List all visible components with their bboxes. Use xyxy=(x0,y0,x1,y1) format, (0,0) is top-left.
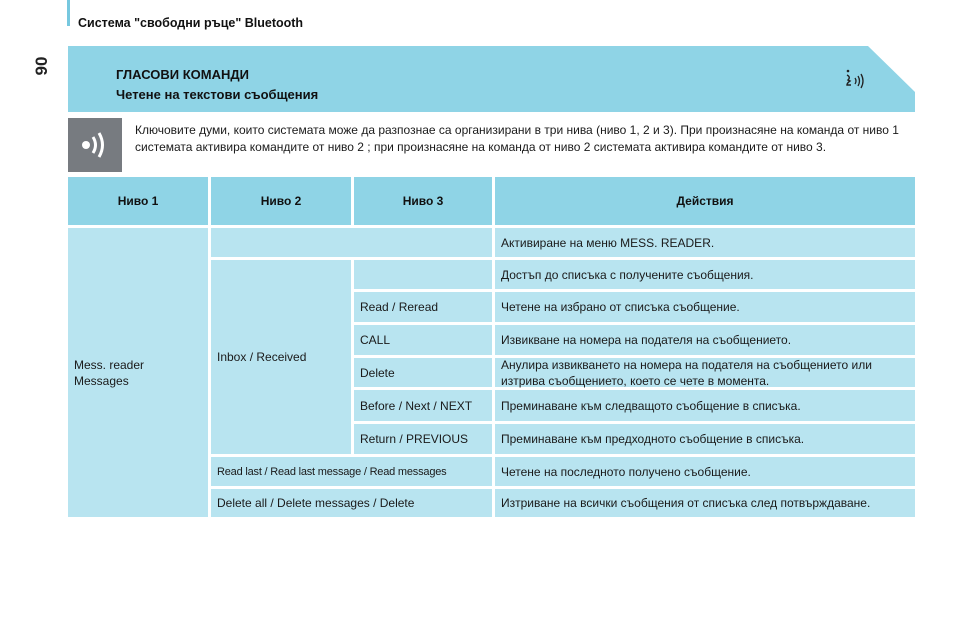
level3-cell: Read / Reread xyxy=(354,292,492,322)
level3-cell: CALL xyxy=(354,325,492,355)
level2-read-last-cell: Read last / Read last message / Read messages xyxy=(211,457,492,486)
running-head: Система "свободни ръце" Bluetooth xyxy=(78,16,304,30)
level3-empty-cell xyxy=(354,260,492,289)
action-cell: Преминаване към следващото съобщение в списъка. xyxy=(495,390,915,421)
action-cell: Активиране на меню MESS. READER. xyxy=(495,228,915,257)
action-cell: Извикване на номера на подателя на съобщението. xyxy=(495,325,915,355)
level1-cell: Mess. reader Messages xyxy=(68,228,208,517)
action-cell: Изтриване на всички съобщения от списъка след потвърждаване. xyxy=(495,489,915,517)
header-level-1: Ниво 1 xyxy=(68,177,208,225)
section-title: ГЛАСОВИ КОМАНДИ xyxy=(116,67,250,82)
level2-empty-cell xyxy=(211,228,492,257)
action-cell: Преминаване към предходното съобщение в списъка. xyxy=(495,424,915,454)
level3-cell: Delete xyxy=(354,358,492,387)
section-subtitle: Четене на текстови съобщения xyxy=(116,87,319,102)
level3-cell: Before / Next / NEXT xyxy=(354,390,492,421)
action-cell: Четене на избрано от списъка съобщение. xyxy=(495,292,915,322)
page-number: 90 xyxy=(32,56,51,76)
level2-inbox-cell: Inbox / Received xyxy=(211,260,351,454)
intro-icon-box xyxy=(68,118,122,172)
level3-cell: Return / PREVIOUS xyxy=(354,424,492,454)
header-level-3: Ниво 3 xyxy=(354,177,492,225)
side-accent-line xyxy=(67,0,70,26)
action-cell: Анулира извикването на номера на подателя на съобщението или изтрива съобщението, което се чете в момента. xyxy=(495,358,915,387)
voice-command-icon xyxy=(842,66,872,96)
action-cell: Достъп до списъка с получените съобщения. xyxy=(495,260,915,289)
header-level-2: Ниво 2 xyxy=(211,177,351,225)
action-cell: Четене на последното получено съобщение. xyxy=(495,457,915,486)
level2-delete-all-cell: Delete all / Delete messages / Delete xyxy=(211,489,492,517)
sound-waves-icon xyxy=(78,130,112,160)
intro-text: Ключовите думи, които системата може да разпознае са организирани в три нива (ниво 1, 2 и 3). При произнасяне на команда от ниво 1 системата активира командите от ниво 2 ; при произнасяне на команда от ниво 2 системата активира командите от ниво 3. xyxy=(135,123,899,154)
header-actions: Действия xyxy=(495,177,915,225)
